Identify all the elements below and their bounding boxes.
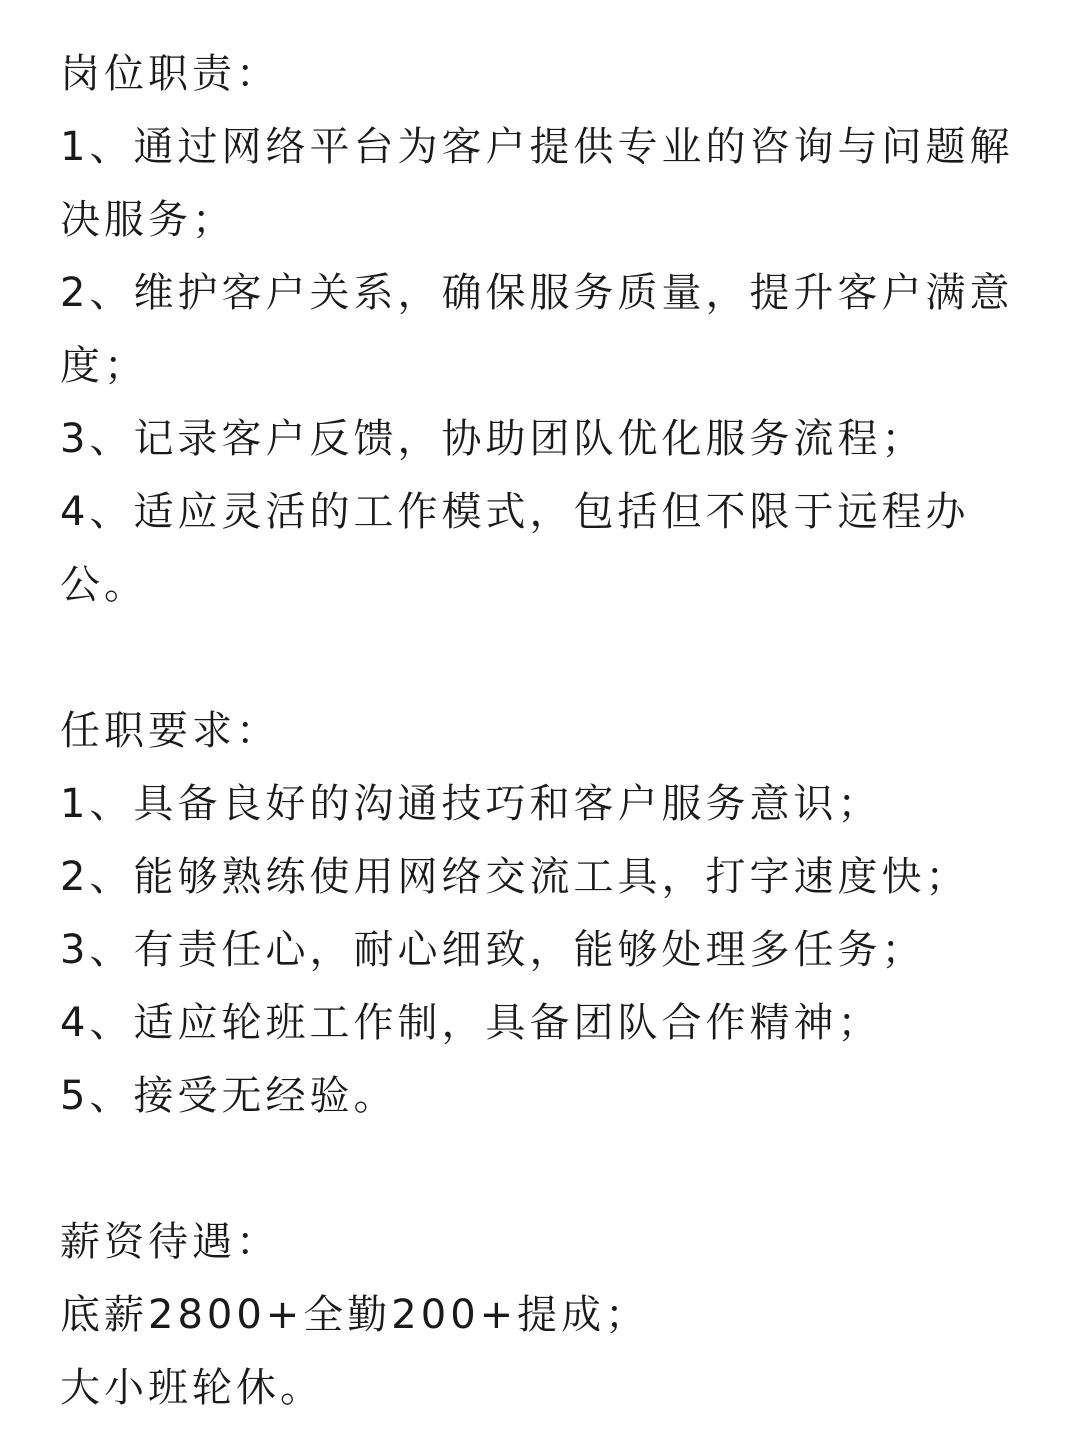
requirement-line: 4、适应轮班工作制，具备团队合作精神； [60,1000,882,1046]
salary-line: 底薪2800+全勤200+提成； [60,1292,650,1338]
requirement-line: 3、有责任心，耐心细致，能够处理多任务； [60,927,926,973]
section-spacer [60,622,1020,695]
duty-line: 1、通过网络平台为客户提供专业的咨询与问题解 [60,124,1014,170]
section-spacer [60,1133,1020,1206]
requirements-heading: 任职要求： [60,708,280,754]
duty-line: 度； [60,343,148,389]
requirement-line: 5、接受无经验。 [60,1073,398,1119]
duty-line: 4、适应灵活的工作模式，包括但不限于远程办 [60,489,970,535]
salary-line: 大小班轮休。 [60,1365,324,1411]
job-posting [60,38,1020,1425]
duty-line: 决服务； [60,197,236,243]
salary-heading: 薪资待遇： [60,1219,280,1265]
duties-heading: 岗位职责： [60,51,280,97]
duty-line: 公。 [60,562,148,608]
requirement-line: 2、能够熟练使用网络交流工具，打字速度快； [60,854,970,900]
duty-line: 3、记录客户反馈，协助团队优化服务流程； [60,416,926,462]
requirement-line: 1、具备良好的沟通技巧和客户服务意识； [60,781,882,827]
duty-line: 2、维护客户关系，确保服务质量，提升客户满意 [60,270,1014,316]
